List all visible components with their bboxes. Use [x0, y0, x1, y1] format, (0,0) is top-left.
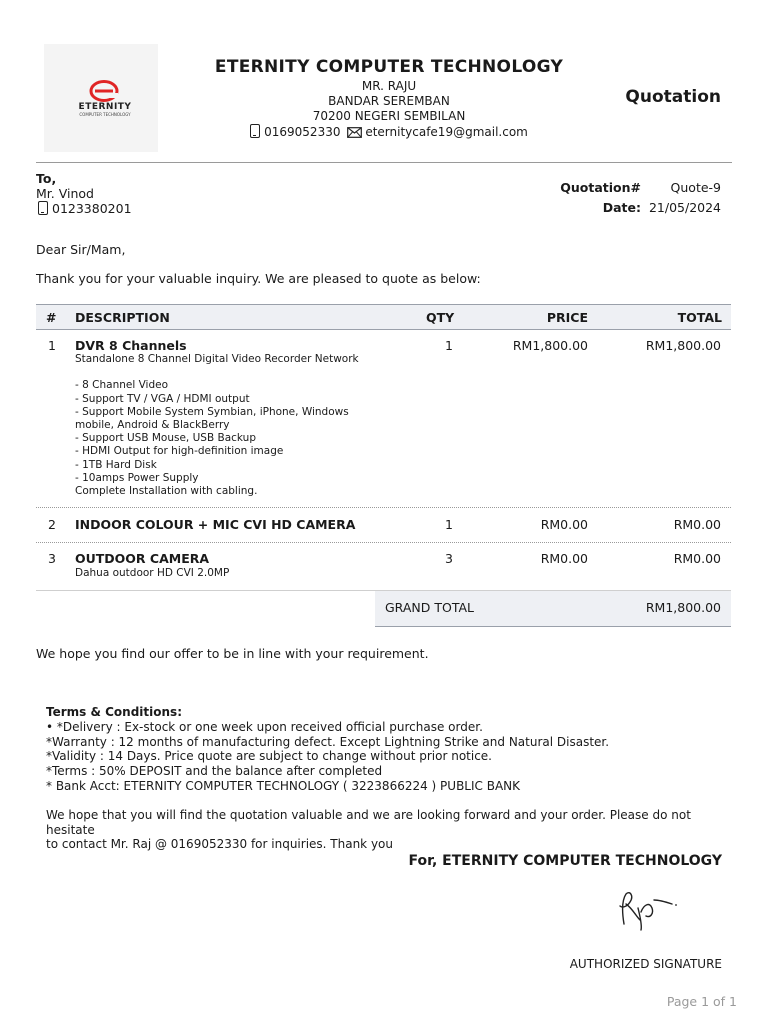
row-divider: [36, 542, 731, 543]
grand-total-box: [375, 591, 731, 627]
company-email: eternitycafe19@gmail.com: [365, 125, 528, 139]
to-label: To,: [36, 171, 57, 186]
quotation-date: 21/05/2024: [648, 200, 721, 215]
signoff-company: For, ETERNITY COMPUTER TECHNOLOGY: [408, 853, 722, 869]
intro-message: Thank you for your valuable inquiry. We are pleased to quote as below:: [36, 271, 481, 286]
item-total: RM0.00: [673, 517, 721, 532]
company-contact-line: [160, 124, 618, 140]
col-price: PRICE: [546, 310, 588, 325]
terms-closing-line: to contact Mr. Raj @ 0169052330 for inquiries. Thank you: [46, 837, 393, 852]
quotation-number-label: Quotation#: [560, 180, 641, 195]
item-price: RM0.00: [540, 551, 588, 566]
recipient-phone: 0123380201: [52, 201, 132, 216]
terms-line: *Terms : 50% DEPOSIT and the balance after completed: [46, 764, 383, 779]
row-num: 1: [48, 338, 56, 353]
item-title: INDOOR COLOUR + MIC CVI HD CAMERA: [75, 517, 356, 532]
signature-image: [610, 886, 682, 936]
phone-icon: [38, 201, 48, 215]
recipient-phone-line: [38, 201, 132, 216]
item-title: OUTDOOR CAMERA: [75, 551, 210, 566]
col-description: DESCRIPTION: [75, 310, 170, 325]
item-qty: 1: [445, 338, 453, 353]
row-divider: [36, 507, 731, 508]
page-indicator: Page 1 of 1: [666, 994, 737, 1009]
item-price: RM1,800.00: [512, 338, 588, 353]
col-num: #: [46, 310, 57, 325]
mail-icon: [347, 127, 362, 138]
item-title: DVR 8 Channels: [75, 338, 187, 353]
date-label: Date:: [602, 200, 641, 215]
phone-icon: [250, 124, 260, 138]
terms-line: * Bank Acct: ETERNITY COMPUTER TECHNOLOGY ( 3223866224 ) PUBLIC BANK: [46, 778, 521, 793]
eternity-logo-icon: [89, 80, 119, 102]
item-qty: 1: [445, 517, 453, 532]
logo-tagline: COMPUTER TECHNOLOGY: [79, 112, 131, 117]
company-name: ETERNITY COMPUTER TECHNOLOGY: [214, 57, 564, 77]
terms-heading: Terms & Conditions:: [46, 705, 182, 719]
item-total: RM0.00: [673, 551, 721, 566]
logo-wordmark: ETERNITY: [78, 102, 132, 112]
terms-line: • *Delivery : Ex-stock or one week upon received official purchase order.: [46, 719, 483, 734]
address-line1: BANDAR SEREMBAN: [328, 94, 450, 108]
item-total: RM1,800.00: [645, 338, 721, 353]
terms-closing-line: We hope that you will find the quotation valuable and we are looking forward and your order. Please do not hesitate: [46, 807, 691, 837]
header-divider: [36, 162, 732, 163]
item-details: Standalone 8 Channel Digital Video Recorder Network - 8 Channel Video - Support TV / VGA / HDMI output - Support Mobile System Symbian, iPhone, Windows mobile, Android & BlackBerry - Support USB Mouse, USB Backup - HDMI Output for high-definition image - 1TB Hard Disk - 10amps Power Supply Complete Installation with cabling.: [75, 353, 359, 498]
terms-line: *Validity : 14 Days. Price quote are subject to change without prior notice.: [46, 749, 492, 764]
greeting: Dear Sir/Mam,: [36, 242, 126, 257]
row-num: 3: [48, 551, 56, 566]
contact-person: MR. RAJU: [361, 79, 417, 93]
item-price: RM0.00: [540, 517, 588, 532]
item-details: Dahua outdoor HD CVI 2.0MP: [75, 567, 230, 579]
quotation-number: Quote-9: [670, 180, 721, 195]
address-line2: 70200 NEGERI SEMBILAN: [312, 109, 466, 123]
row-num: 2: [48, 517, 56, 532]
grand-total-label: GRAND TOTAL: [385, 600, 475, 615]
document-title: Quotation: [625, 87, 721, 107]
grand-total-value: RM1,800.00: [645, 600, 721, 615]
terms-section: [46, 705, 736, 852]
col-qty: QTY: [426, 310, 455, 325]
closing-note: We hope you find our offer to be in line with your requirement.: [36, 646, 429, 661]
company-phone: 0169052330: [264, 125, 341, 139]
item-qty: 3: [445, 551, 453, 566]
signature-label: AUTHORIZED SIGNATURE: [569, 957, 722, 971]
col-total: TOTAL: [677, 310, 722, 325]
terms-line: *Warranty : 12 months of manufacturing defect. Except Lightning Strike and Natural Disaster.: [46, 734, 610, 749]
recipient-name: Mr. Vinod: [36, 186, 94, 201]
table-header: [36, 304, 731, 330]
